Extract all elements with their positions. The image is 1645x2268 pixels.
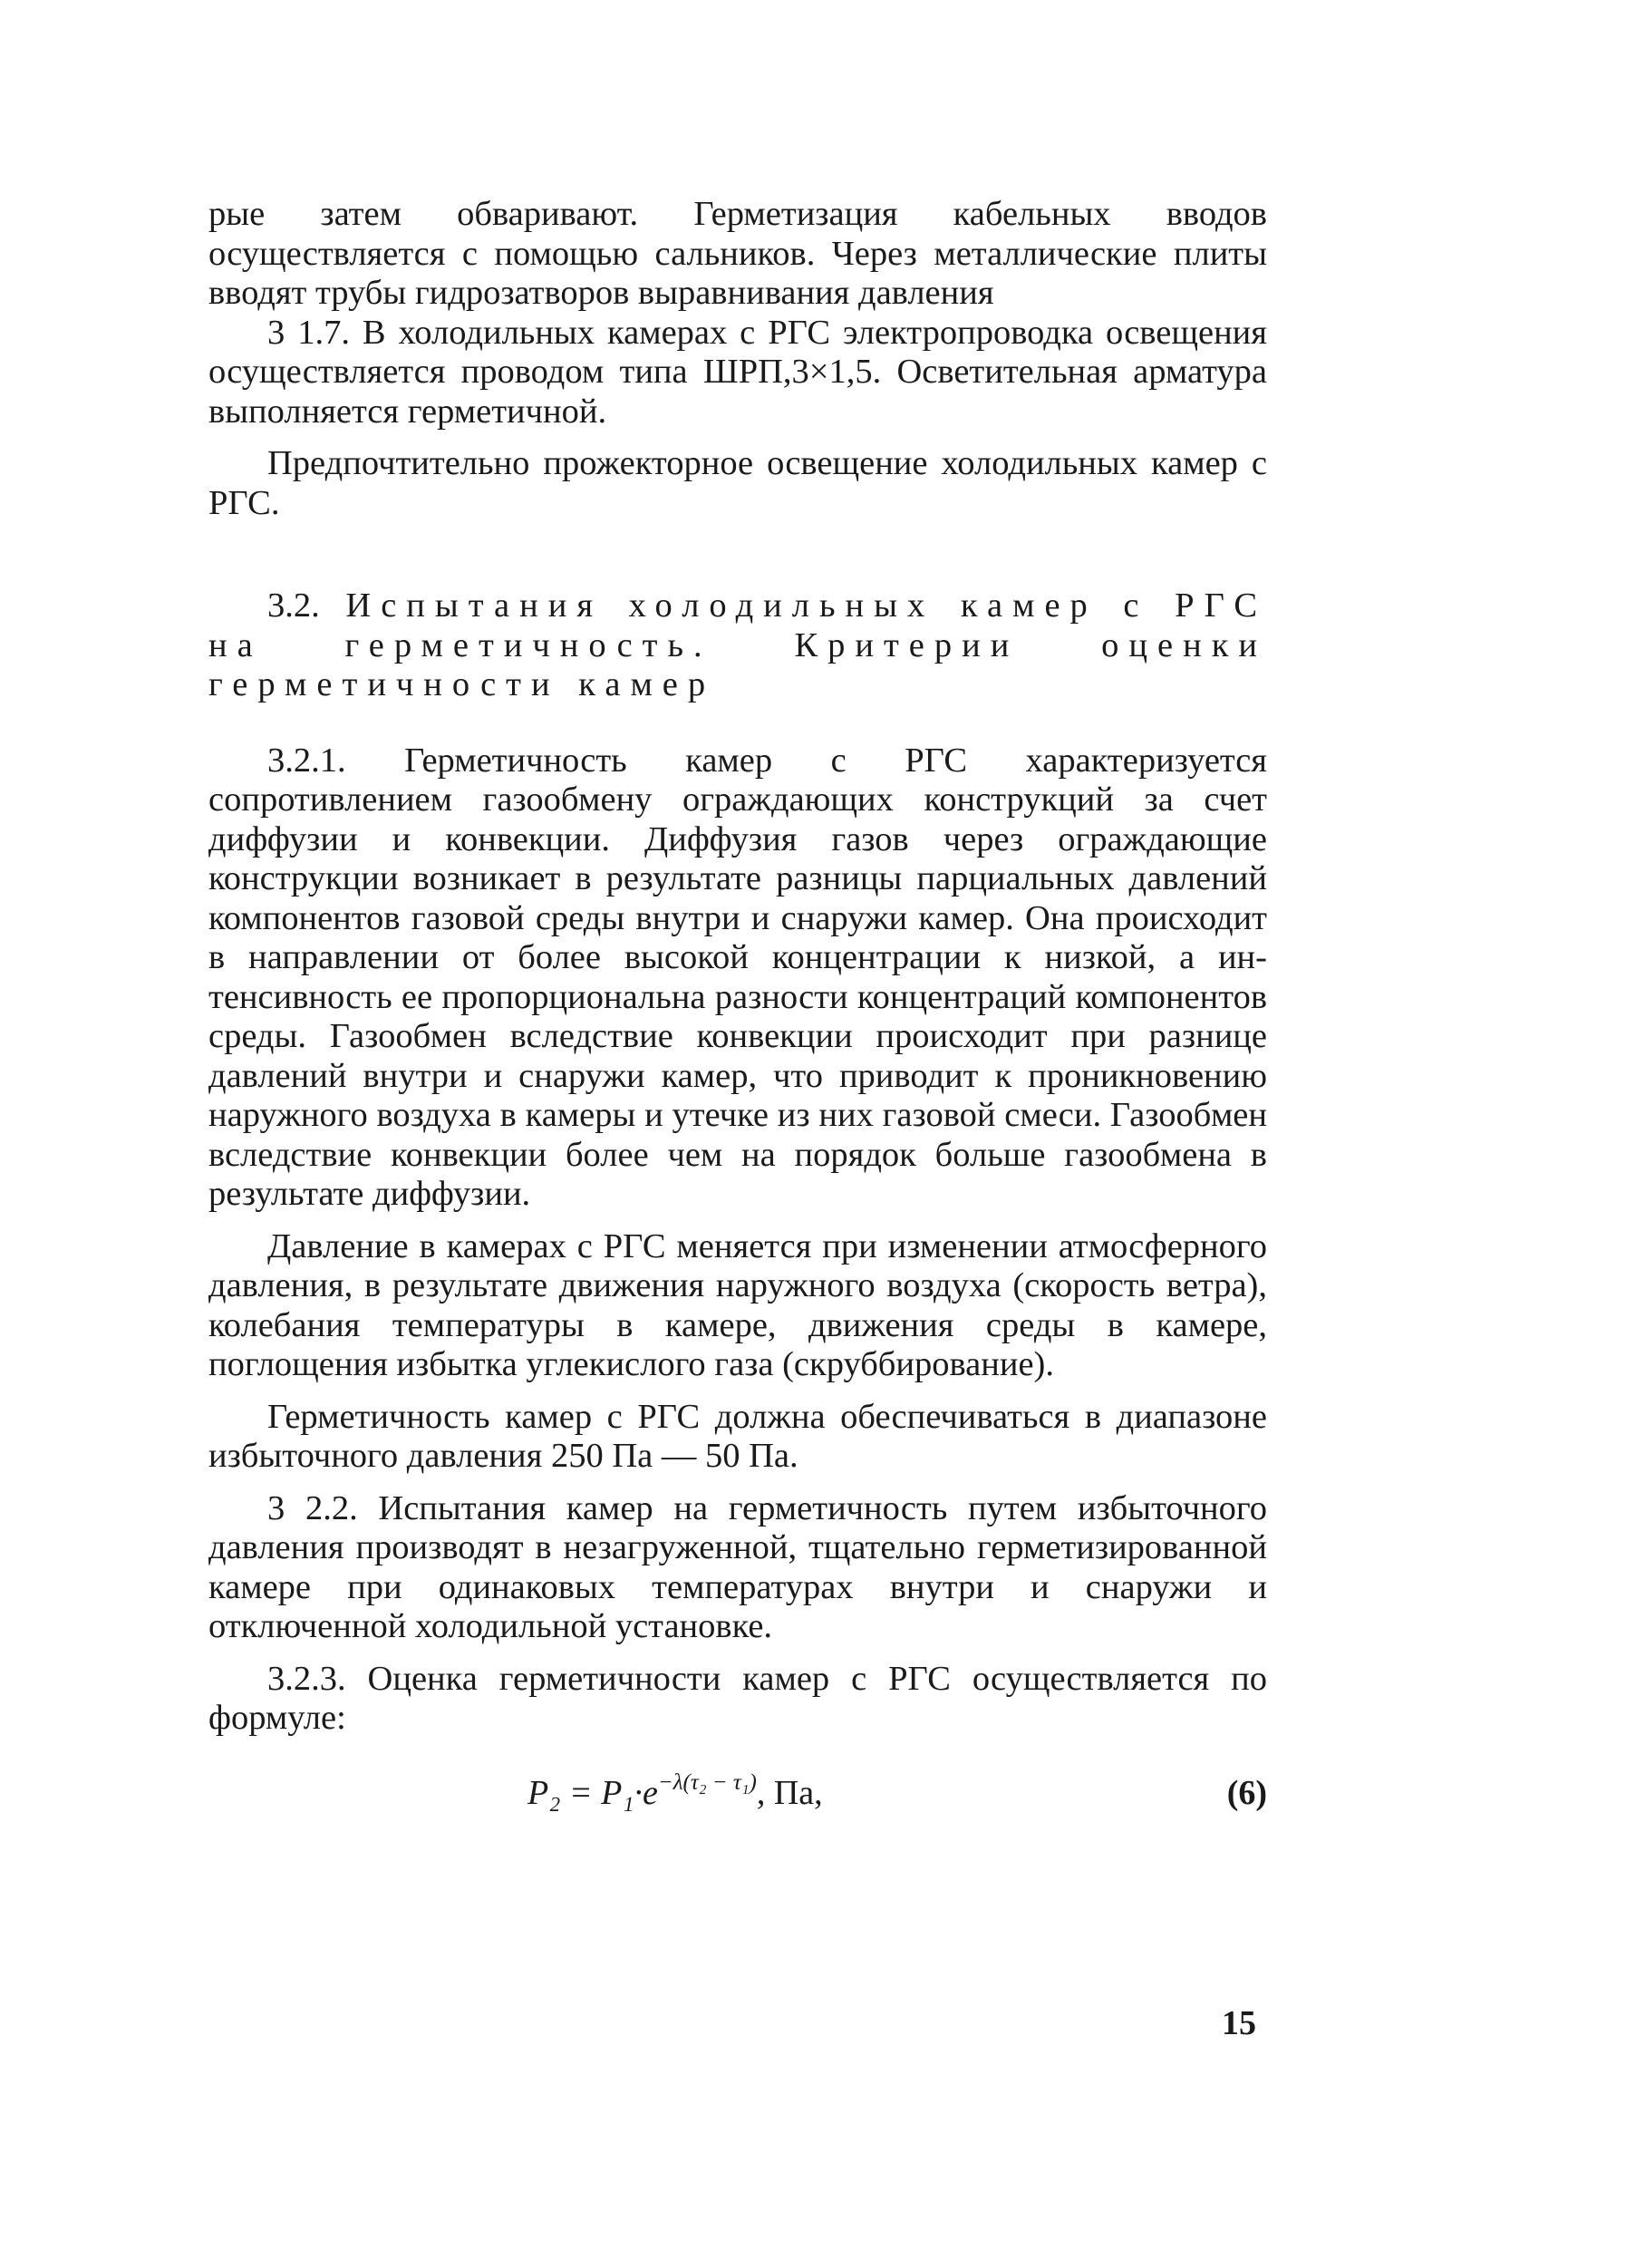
formula-lhs: P₂ = P₁·e [527, 1773, 658, 1812]
paragraph-3-1-7: 3 1.7. В холодильных камерах с РГС электропроводка освещения осуществляется проводом типа ШРП,3×1,5. Осветительная арматура выполняется герметичной. [208, 313, 1267, 431]
formula-exponent: −λ(τ₂ − τ₁) [657, 1769, 757, 1795]
paragraph-3-2-1: 3.2.1. Герметичность камер с РГС характеризуется сопротивлением газообмену ограждающих конструкций за счет диффузии и конвекции. Диффузия газов через ограждающие конструкции возникает в результате разницы парциальных давлений компонентов газовой среды внутри и снаружи камер. Она происходит в направлении от более высокой концентрации к низкой, а интенсивность ее пропорциональна разности концентраций компонентов среды. Газообмен вследствие конвекции происходит при разнице давлений внутри и снаружи камер, что приводит к проникновению наружного воздуха в камеры и утечке из них газовой смеси. Газообмен вследствие конвекции более чем на порядок больше газообмена в результате диффузии. [208, 741, 1267, 1213]
formula-row [208, 1766, 1267, 1820]
section-heading-3-2 [208, 586, 1267, 705]
paragraph-3-2-2: 3 2.2. Испытания камер на герметичность путем избыточного давления производят в незагруженной, тщательно герметизированной камере при одинаковых температурах внутри и снаружи и отключенной холодильной установке. [208, 1488, 1267, 1645]
formula [527, 1769, 823, 1813]
section-heading-number: 3.2. [267, 586, 320, 625]
paragraph-cable-inputs: рые затем обваривают. Герметизация кабельных вводов осуществляется с помощью сальников. Через металлические плиты вводят трубы гидрозатворов выравнивания давления [208, 195, 1267, 312]
paragraph-lighting: Предпочтительно прожекторное освещение холодильных камер с РГС. [208, 444, 1267, 522]
formula-unit: , Па, [756, 1773, 823, 1812]
paragraph-pressure-changes: Давление в камерах с РГС меняется при изменении атмосферного давления, в результате движения наружного воздуха (скорость ветра), колебания температуры в камере, движения среды в камере, поглощения избытка углекислого газа (скруббирование). [208, 1226, 1267, 1383]
formula-number: (6) [1226, 1773, 1267, 1812]
page-body [208, 195, 1267, 1820]
paragraph-pressure-range: Герметичность камер с РГС должна обеспечиваться в диапазоне избыточного давления 250 Па — 50 Па. [208, 1397, 1267, 1475]
paragraph-3-2-3: 3.2.3. Оценка герметичности камер с РГС осуществляется по формуле: [208, 1659, 1267, 1737]
page-number: 15 [1222, 2004, 1256, 2042]
section-heading-text: Испытания холодильных камер с РГС на герметичность. Критерии оценки герметичности камер [208, 586, 1267, 703]
